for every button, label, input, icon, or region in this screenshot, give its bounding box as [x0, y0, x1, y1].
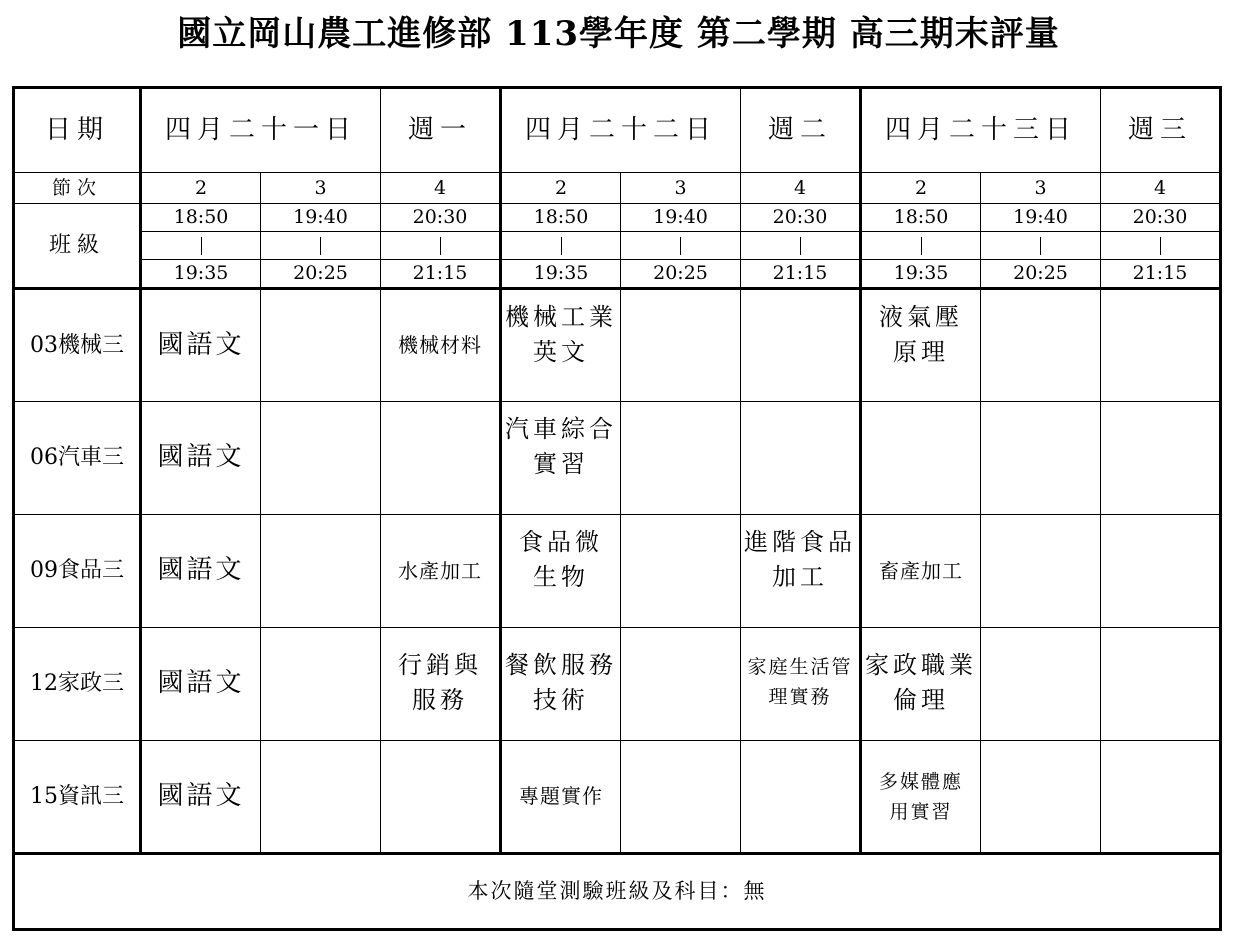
period-cell: 4: [741, 173, 861, 204]
subject-cell: [741, 402, 861, 515]
class-name: 09食品三: [14, 515, 141, 628]
time-end: 21:15: [1101, 260, 1221, 289]
date-header-row: [14, 88, 1221, 173]
class-name: 03機械三: [14, 289, 141, 402]
day2-weekday: 週二: [741, 88, 861, 173]
table-row: [14, 515, 1221, 628]
quiz-note: 本次隨堂測驗班級及科目：無: [14, 854, 1221, 930]
time-end: 21:15: [381, 260, 501, 289]
time-end: 20:25: [621, 260, 741, 289]
period-cell: 3: [621, 173, 741, 204]
subject-cell: 液氣壓原理: [861, 289, 981, 402]
time-separator: [501, 232, 621, 260]
time-start: 19:40: [981, 204, 1101, 232]
subject-cell: 汽車綜合實習: [501, 402, 621, 515]
time-separator: [141, 232, 261, 260]
subject-cell: 專題實作: [501, 741, 621, 854]
subject-cell: [621, 628, 741, 741]
period-row: [14, 173, 1221, 204]
time-end: 20:25: [261, 260, 381, 289]
period-cell: 2: [861, 173, 981, 204]
time-start: 19:40: [261, 204, 381, 232]
class-name: 15資訊三: [14, 741, 141, 854]
time-end-row: [14, 260, 1221, 289]
time-start: 20:30: [1101, 204, 1221, 232]
subject-cell: [1101, 289, 1221, 402]
day3-date: 四月二十三日: [861, 88, 1101, 173]
subject-cell: 行銷與服務: [381, 628, 501, 741]
subject-cell: 多媒體應用實習: [861, 741, 981, 854]
time-separator: [981, 232, 1101, 260]
time-end: 21:15: [741, 260, 861, 289]
subject-cell: [261, 628, 381, 741]
period-label: 節次: [14, 173, 141, 204]
time-separator: [381, 232, 501, 260]
period-cell: 3: [261, 173, 381, 204]
subject-cell: [381, 402, 501, 515]
subject-cell: [261, 741, 381, 854]
period-cell: 2: [501, 173, 621, 204]
class-name: 06汽車三: [14, 402, 141, 515]
exam-schedule-table: [12, 86, 1222, 931]
day1-date: 四月二十一日: [141, 88, 381, 173]
period-cell: 4: [1101, 173, 1221, 204]
subject-cell: 水產加工: [381, 515, 501, 628]
page-title: 國立岡山農工進修部 113學年度 第二學期 高三期末評量: [177, 14, 1060, 54]
period-cell: 2: [141, 173, 261, 204]
time-start: 19:40: [621, 204, 741, 232]
time-separator: [621, 232, 741, 260]
subject-cell: [741, 741, 861, 854]
subject-cell: 國語文: [141, 289, 261, 402]
subject-cell: 家庭生活管理實務: [741, 628, 861, 741]
subject-cell: [621, 289, 741, 402]
time-separator: [741, 232, 861, 260]
subject-cell: [381, 741, 501, 854]
time-separator: [861, 232, 981, 260]
time-start: 18:50: [861, 204, 981, 232]
period-cell: 4: [381, 173, 501, 204]
subject-cell: 國語文: [141, 402, 261, 515]
time-start: 20:30: [741, 204, 861, 232]
subject-cell: 機械工業英文: [501, 289, 621, 402]
subject-cell: [261, 515, 381, 628]
subject-cell: 進階食品加工: [741, 515, 861, 628]
time-end: 19:35: [861, 260, 981, 289]
time-end: 19:35: [501, 260, 621, 289]
date-label: 日期: [14, 88, 141, 173]
subject-cell: [981, 628, 1101, 741]
subject-cell: [1101, 402, 1221, 515]
period-cell: 3: [981, 173, 1101, 204]
time-start: 20:30: [381, 204, 501, 232]
subject-cell: 餐飲服務技術: [501, 628, 621, 741]
subject-cell: 國語文: [141, 741, 261, 854]
subject-cell: [981, 515, 1101, 628]
day3-weekday: 週三: [1101, 88, 1221, 173]
subject-cell: [741, 289, 861, 402]
day2-date: 四月二十二日: [501, 88, 741, 173]
subject-cell: [621, 741, 741, 854]
subject-cell: [1101, 741, 1221, 854]
note-row: [14, 854, 1221, 930]
time-separator-row: [14, 232, 1221, 260]
subject-cell: 國語文: [141, 515, 261, 628]
table-row: [14, 289, 1221, 402]
time-end: 20:25: [981, 260, 1101, 289]
subject-cell: [1101, 628, 1221, 741]
class-name: 12家政三: [14, 628, 141, 741]
time-start: 18:50: [501, 204, 621, 232]
time-end: 19:35: [141, 260, 261, 289]
subject-cell: [621, 515, 741, 628]
subject-cell: [261, 289, 381, 402]
class-label: 班級: [14, 204, 141, 289]
subject-cell: 家政職業倫理: [861, 628, 981, 741]
table-row: [14, 741, 1221, 854]
subject-cell: [981, 402, 1101, 515]
time-start: 18:50: [141, 204, 261, 232]
subject-cell: 畜產加工: [861, 515, 981, 628]
subject-cell: [981, 289, 1101, 402]
subject-cell: 國語文: [141, 628, 261, 741]
subject-cell: [261, 402, 381, 515]
subject-cell: [981, 741, 1101, 854]
subject-cell: [1101, 515, 1221, 628]
subject-cell: [861, 402, 981, 515]
subject-cell: 食品微生物: [501, 515, 621, 628]
time-separator: [1101, 232, 1221, 260]
time-separator: [261, 232, 381, 260]
time-start-row: [14, 204, 1221, 232]
subject-cell: 機械材料: [381, 289, 501, 402]
subject-cell: [621, 402, 741, 515]
day1-weekday: 週一: [381, 88, 501, 173]
table-row: [14, 628, 1221, 741]
table-row: [14, 402, 1221, 515]
